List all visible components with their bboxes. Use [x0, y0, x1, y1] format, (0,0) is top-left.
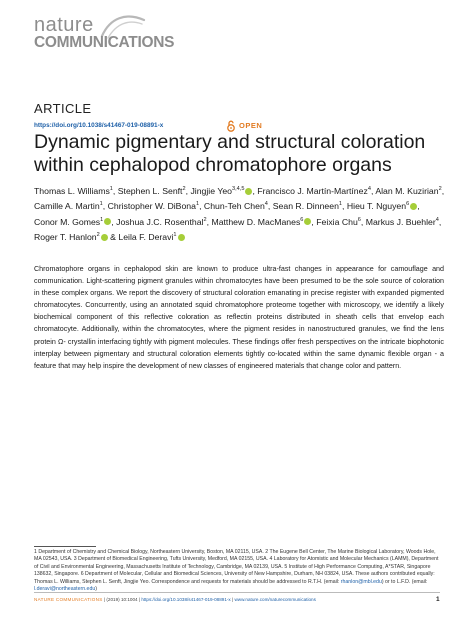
open-access-label: OPEN: [239, 121, 263, 130]
author-affiliation-number: 4: [435, 216, 439, 223]
author-name: [211, 217, 311, 227]
author-name-text: Matthew D. MacManes: [211, 216, 301, 227]
author-name: [34, 217, 111, 227]
author-separator: ,: [111, 216, 117, 227]
author-separator: &: [107, 232, 119, 243]
author-affiliation-number: 2: [438, 186, 442, 192]
author-name: [375, 186, 441, 196]
author-name-text: Feixia Chu: [316, 216, 358, 227]
author-separator: ,: [112, 186, 118, 196]
open-access-badge: [226, 120, 262, 132]
author-name-text: Alan M. Kuzirian: [375, 186, 439, 196]
author-affiliation-number: 2: [96, 232, 100, 239]
author-name: [365, 216, 442, 227]
author-separator: ,: [199, 201, 204, 212]
author-name-text: Camille A. Martin: [34, 201, 100, 212]
logo-line-2: COMMUNICATIONS: [34, 34, 175, 51]
author-name-text: Jingjie Yeo: [190, 186, 232, 196]
author-affiliation-number: 1: [173, 232, 177, 239]
affiliations: [34, 549, 440, 593]
author-name: [190, 186, 252, 196]
author-name: [34, 186, 113, 196]
doi-link[interactable]: https://doi.org/10.1038/s41467-019-08891-x: [34, 122, 164, 129]
author-affiliation-number: 6: [406, 201, 410, 208]
author-name: [108, 201, 199, 211]
author-separator: ,: [342, 201, 347, 212]
page-footer: [34, 597, 440, 602]
author-separator: ,: [267, 201, 273, 212]
affiliations-end: ): [95, 586, 97, 593]
author-affiliation-number: 1: [100, 216, 104, 223]
author-name: [118, 232, 184, 242]
orcid-icon[interactable]: [178, 234, 185, 241]
author-name-text: Roger T. Hanlon: [34, 232, 97, 243]
author-affiliation-number: 6: [357, 216, 361, 223]
author-name: [34, 201, 103, 211]
author-name-text: Stephen L. Senft: [117, 186, 183, 196]
article-type-label: ARTICLE: [34, 101, 92, 116]
author-separator: ,: [438, 216, 442, 227]
article-title: Dynamic pigmentary and structural coloration within cephalopod chromatophore organs: [34, 131, 426, 176]
footer-citation: | (2019) 10:1004 |: [102, 597, 142, 602]
author-name: [257, 186, 371, 196]
author-separator: ,: [441, 186, 445, 196]
open-access-lock-icon: [226, 120, 236, 132]
author-name-text: Joshua J.C. Rosenthal: [116, 216, 204, 227]
author-name-text: Conor M. Gomes: [34, 216, 101, 227]
author-separator: ,: [206, 216, 212, 227]
footer-site-link[interactable]: www.nature.com/naturecommunications: [234, 597, 316, 602]
email-link-deravi[interactable]: l.deravi@northeastern.edu: [34, 586, 96, 593]
author-name: [316, 217, 361, 227]
author-name-text: Francisco J. Martín-Martínez: [257, 186, 368, 196]
journal-logo: [34, 14, 175, 54]
author-separator: ,: [252, 186, 258, 196]
affiliations-text: 1 Department of Chemistry and Chemical Biology, Northeastern University, Boston, MA 02115, USA. 2 The Eugene Bell Center, The Marine Biological Laboratory, Woods Hole, MA 02543, USA. 3 Department of Biomedical Engineering, Tufts University, Medford, MA 02155, USA. 4 Laboratory for Atomistic and Molecular Mechanics (LAMM), Department of Civil and Environmental Engineering, Massachusetts Institute of Technology, Cambridge, MA 02139, USA. 5 Institute of High Performance Computing, A*STAR, Singapore 138632, Singapore. 6 Department of Molecular, Cellular and Biomedical Sciences, University of New Hampshire, Durham, NH 03824, USA. These authors contributed equally: Thomas L. Williams, Stephen L. Senft, Jingjie Yeo. Correspondence and requests for materials should be addressed to R.T.H. (email:: [34, 549, 439, 585]
footer-doi-link[interactable]: https://doi.org/10.1038/s41467-019-08891-x: [141, 597, 231, 602]
footer-divider: [34, 592, 440, 593]
author-name-text: Chun-Teh Chen: [203, 201, 265, 212]
orcid-icon[interactable]: [101, 234, 108, 241]
author-affiliation-number: 1: [338, 201, 343, 208]
footer-journal: NATURE COMMUNICATIONS: [34, 597, 103, 602]
author-name: [34, 232, 108, 242]
affiliations-mid: ) or to L.F.D. (email:: [381, 578, 428, 585]
author-affiliation-number: 2: [182, 186, 186, 192]
author-separator: ,: [360, 216, 366, 227]
author-separator: ,: [185, 186, 191, 196]
author-separator: ,: [417, 201, 420, 212]
author-name-text: Hieu T. Nguyen: [346, 201, 407, 212]
abstract: Chromatophore organs in cephalopod skin are known to produce ultra-fast changes in appearance for camouflage and communication. Light-scattering pigment granules within chromatocytes have been presumed to be the sole source of coloration in these complex organs. We report the discovery of structural coloration emanating in precise register with expanded pigmented chromatocytes. Concurrently, using an annotated squid chromatophore proteome together with microscopy, we identify a likely biochemical component of this reflective coloration as reflectin proteins distributed in sheath cells that envelop each chromatocyte. Additionally, within the chromatocytes, where the pigment resides in nanostructured granules, we find the lens protein Ω- crystallin interfacing tightly with pigment molecules. These findings offer fresh perspectives on the intricate biophotonic interplay between pigmentary and structural coloration elements tightly co-located within the same dynamic flexible organ - a feature that may help inspire the development of new classes of engineered materials that change color and pattern.: [34, 265, 444, 370]
author-name: [273, 201, 342, 211]
affiliation-divider: [34, 546, 96, 547]
author-separator: ,: [311, 216, 317, 227]
author-name-text: Christopher W. DiBona: [107, 201, 196, 212]
footer-sep: |: [230, 597, 235, 602]
author-affiliation-number: 3,4,5: [231, 186, 245, 192]
author-affiliation-number: 1: [195, 201, 200, 208]
author-name: [204, 201, 268, 211]
author-separator: ,: [370, 186, 376, 196]
author-list: [34, 183, 454, 245]
logo-line-1: nature: [34, 14, 94, 36]
author-name: [118, 186, 186, 196]
author-affiliation-number: 2: [203, 216, 207, 223]
author-affiliation-number: 4: [264, 201, 268, 208]
author-name-text: Thomas L. Williams: [34, 186, 110, 196]
page-number: 1: [436, 596, 440, 603]
author-name-text: Leila F. Deravi: [118, 232, 174, 243]
author-separator: ,: [102, 201, 108, 212]
author-name: [116, 217, 207, 227]
author-name: [346, 201, 420, 212]
author-affiliation-number: 6: [300, 216, 304, 223]
author-affiliation-number: 1: [109, 186, 113, 192]
email-link-hanlon[interactable]: rhanlon@mbl.edu: [340, 578, 382, 585]
author-affiliation-number: 1: [99, 201, 103, 208]
author-affiliation-number: 4: [367, 186, 371, 192]
author-name-text: Markus J. Buehler: [365, 216, 436, 227]
author-name-text: Sean R. Dinneen: [272, 201, 339, 212]
